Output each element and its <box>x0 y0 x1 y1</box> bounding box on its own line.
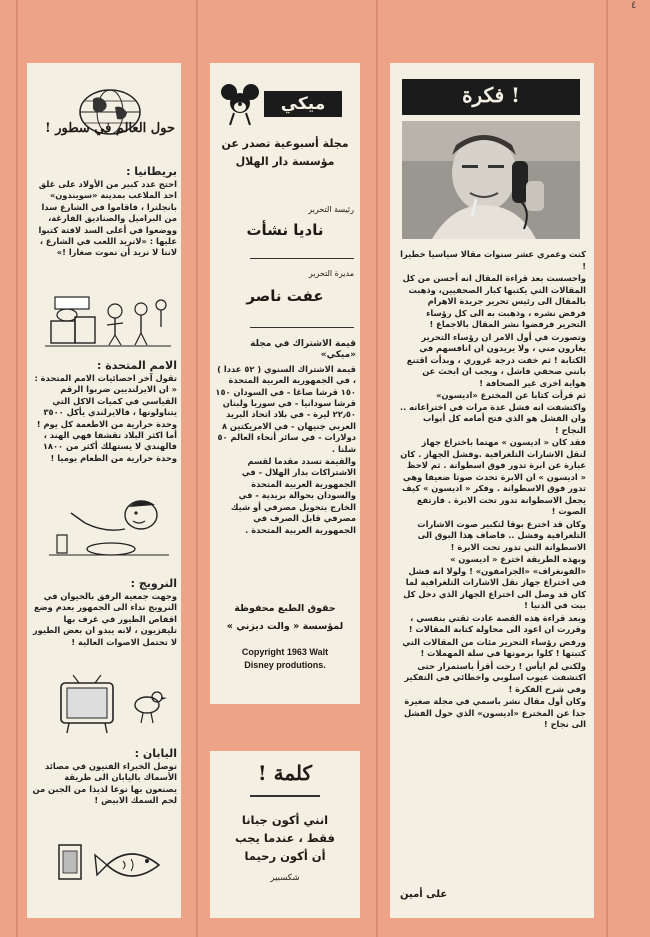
editorial-paragraph: وبعد قراءة هذه القصة عادت ثقتي بنفسي ، وقررت ان اعود الى محاولة كتابة المقالات ! <box>408 612 586 634</box>
barricade-illustration-icon <box>45 291 171 349</box>
news-section-norway <box>31 573 177 649</box>
editorial-paragraph: ثم قرأت كتابا عن المخترع «اديسون» واكتشفت انه فشل عدة مرات في اختراعاته .. وان الفشل هو الذي فتح أمامه كل أبواب النجاح ! <box>399 390 586 435</box>
cheese-fish-illustration-icon <box>51 835 171 899</box>
editorial-title: فكرة ! <box>462 83 520 107</box>
column-divider <box>376 0 378 937</box>
column-divider <box>16 0 18 937</box>
editorial-paragraph: وبهذه الطريقة اخترع « اديسون » «الفونغراف» «الجرامفون» ! ولولا انه فشل في اختراع جهاز نقل الاشارات التلغرافية لما كان قد وصل الى اختراع الجهاز الذي دخل كل بيت في الدنيا ! <box>403 554 586 610</box>
world-news-title: حول العالم في سطور ! <box>44 121 175 136</box>
country-heading: النرويج : <box>130 577 177 590</box>
eating-man-illustration-icon <box>49 495 169 561</box>
rights-line-1: حقوق الطبع محفوظة <box>234 603 336 614</box>
director-label: مديرة التحرير <box>308 269 354 278</box>
editorial-signature: على أمين <box>400 889 448 900</box>
column-divider <box>196 0 198 937</box>
page-number: ٤ <box>631 0 637 11</box>
subscription-heading: قيمة الاشتراك في مجلة «ميكي» <box>250 339 356 361</box>
editorial-panel <box>390 63 594 918</box>
news-text: وجهت جمعية الرفق بالحيوان في النرويج نداء الى الجمهور بعدم وضع اقفاص الطيور في غرف بها تليفزيون ، لانه يبدو ان بعض الطيور لا تحتمل الاصوات العالية ! <box>32 591 177 647</box>
copyright-line-1: Copyright 1963 Walt <box>241 647 329 657</box>
editorial-paragraph: وتصورت في أول الامر ان رؤساء التحرير يغارون مني ، ولا يريدون ان انافسهم في الكتابة ! ثم خفت درجة غروري ، وبدأت اقتنع بانني صحفي فاشل ، ويجب ان ابحث عن هواية اخرى غير الصحافة ! <box>406 331 586 388</box>
rights-line-2: لمؤسسة « والت ديزني » <box>226 621 344 632</box>
tv-bird-illustration-icon <box>55 675 167 737</box>
magazine-logo: ميكي <box>264 91 342 117</box>
quote-panel <box>210 751 360 918</box>
news-text: تقول آخر احصائيات الامم المتحدة : « ان الايرلنديين ضربوا الرقم القياسي في كميات الاكل التي يتناولونها ، فالايرلندي يأكل ٣٥٠٠ وحدة حرارية من الاطعمة كل يوم ! أما اكثر البلاد تقشفا فهي الهند ، فالهندي لا يستهلك أكثر من ١٨٠٠ وحدة حرارية من الطعام يوميا ! <box>34 373 177 463</box>
separator-line <box>250 327 354 328</box>
news-text: توصل الخبراء الفنيون في مصائد الأسماك باليابان الى طريقة يصنعون بها نوعا لذيذا من الجبن من لحم السمك الابيض ! <box>32 761 177 806</box>
subscription-block <box>214 339 356 537</box>
editorial-paragraph: واحسست بعد قراءة المقال انه أحسن من كل المقالات التي يكتبها كبار الصحفيين، وذهبت بالمقال الى رئيس تحرير جريدة الاهرام فرفض نشره ، وذهبت به الى كل رؤساء التحرير فرفضوا نشر المقال بالاجماع ! <box>402 273 586 329</box>
country-heading: الامم المتحدة : <box>97 359 177 372</box>
masthead-panel <box>210 63 360 704</box>
world-news-panel <box>27 63 181 918</box>
editorial-paragraph: ورفض رؤساء التحرير مئات من المقالات التي كتبتها ! كلوا برمونها في سلة المهملات ! <box>402 636 586 658</box>
editorial-header <box>402 79 580 115</box>
separator-line <box>250 258 354 259</box>
portrait-photo-icon <box>402 121 580 239</box>
editorial-paragraph: ولكني لم ايأس ! رحت أقرأ باستمرار حتى اكتشفت عيوب اسلوبي واخطائي في التفكير وفي شرح الفكرة ! <box>404 660 586 694</box>
tagline-line-2: مؤسسة دار الهلال <box>235 155 335 168</box>
news-text: احتج عدد كبير من الأولاد على غلق احد الملاعب بمدينة «سويندون» بانجلترا ، فاقاموا في الشارع سدا من البراميل والصناديق الفارغة، ووضعوا في أعلى السد لافتة كتبوا عليها : «لانريد اللعب في الشارع ، لاننا لا نريد أن نموت صغارا !» <box>38 179 177 258</box>
payment-text: والقيمة تسدد مقدما لقسم الاشتراكات بدار الهلال - في الجمهورية العربية المتحدة والسودان بحوالة بريدية - في الخارج بتحويل مصرفي أو شيك مصرفي قابل الصرف في الجمهورية العربية المتحدة . <box>230 456 356 535</box>
subscription-text: قيمة الاشتراك السنوي ( ٥٢ عددا ) ، في الجمهورية العربية المتحدة ١٥٠ قرشا صاغا - في السودان ١٥٠ قرشا سودانيا - في سوريا ولبنان ٢٢٫٥٠ ليرة - في بلاد اتحاد البريد العربي جنيهان - في الامريكتين ٨ دولارات - في سائر أنحاء العالم ٥٠ شلنا . <box>215 363 356 454</box>
column-divider <box>606 0 608 937</box>
quote-title: كلمة ! <box>257 761 313 785</box>
editorial-paragraph: وكان قد اخترع بوقا لتكبير صوت الاشارات التلغرافية وفشل .. فاضاف هذا البوق الى الاسطوانة التي تدور تحت الابرة ! <box>417 518 586 552</box>
copyright-line-2: Disney produtions. <box>244 660 326 670</box>
tagline-line-1: مجلة أسبوعية تصدر عن <box>221 137 349 150</box>
country-heading: بريطانيا : <box>126 165 177 178</box>
separator-line <box>250 795 320 797</box>
mickey-mouse-icon <box>220 83 260 127</box>
news-section-britain <box>31 161 177 260</box>
quote-line-1: انني أكون جبانا <box>241 813 329 827</box>
news-section-japan <box>31 743 177 808</box>
news-section-un <box>31 355 177 465</box>
editor-name: ناديا نشأت <box>246 221 324 239</box>
editorial-paragraph: فقد كان « اديسون » مهتما باختراع جهاز لنقل الاشارات التلغرافية .وفشل الجهاز . كان عبارة عن ابرة تدور فوق اسطوانة . ثم لاحظ « اديسون » ان الابرة تحدث صوتا ضعيفا وهي تدور فوق الاسطوانة . وفكر « اديسون » كيف يجعل الاسطوانة تدور تحت الابرة . فارتفع الصوت ! <box>400 437 586 516</box>
quote-line-3: أن أكون رحيما <box>244 849 326 863</box>
quote-author: شكسبير <box>270 873 300 883</box>
quote-line-2: فقط ، عندما يجب <box>235 831 335 845</box>
editorial-paragraph: كنت وعمري عشر سنوات مقالا سياسيا خطيرا ! <box>400 249 586 271</box>
editorial-body <box>400 249 586 732</box>
editor-label: رئيسة التحرير <box>308 205 354 214</box>
editorial-paragraph: وكان أول مقال نشر باسمي في مجلة صغيرة جدا عن المخترع «اديسون» الذي حول الفشل الى نجاح ! <box>404 696 586 729</box>
director-name: عفت ناصر <box>246 287 324 305</box>
country-heading: اليابان : <box>134 747 177 760</box>
